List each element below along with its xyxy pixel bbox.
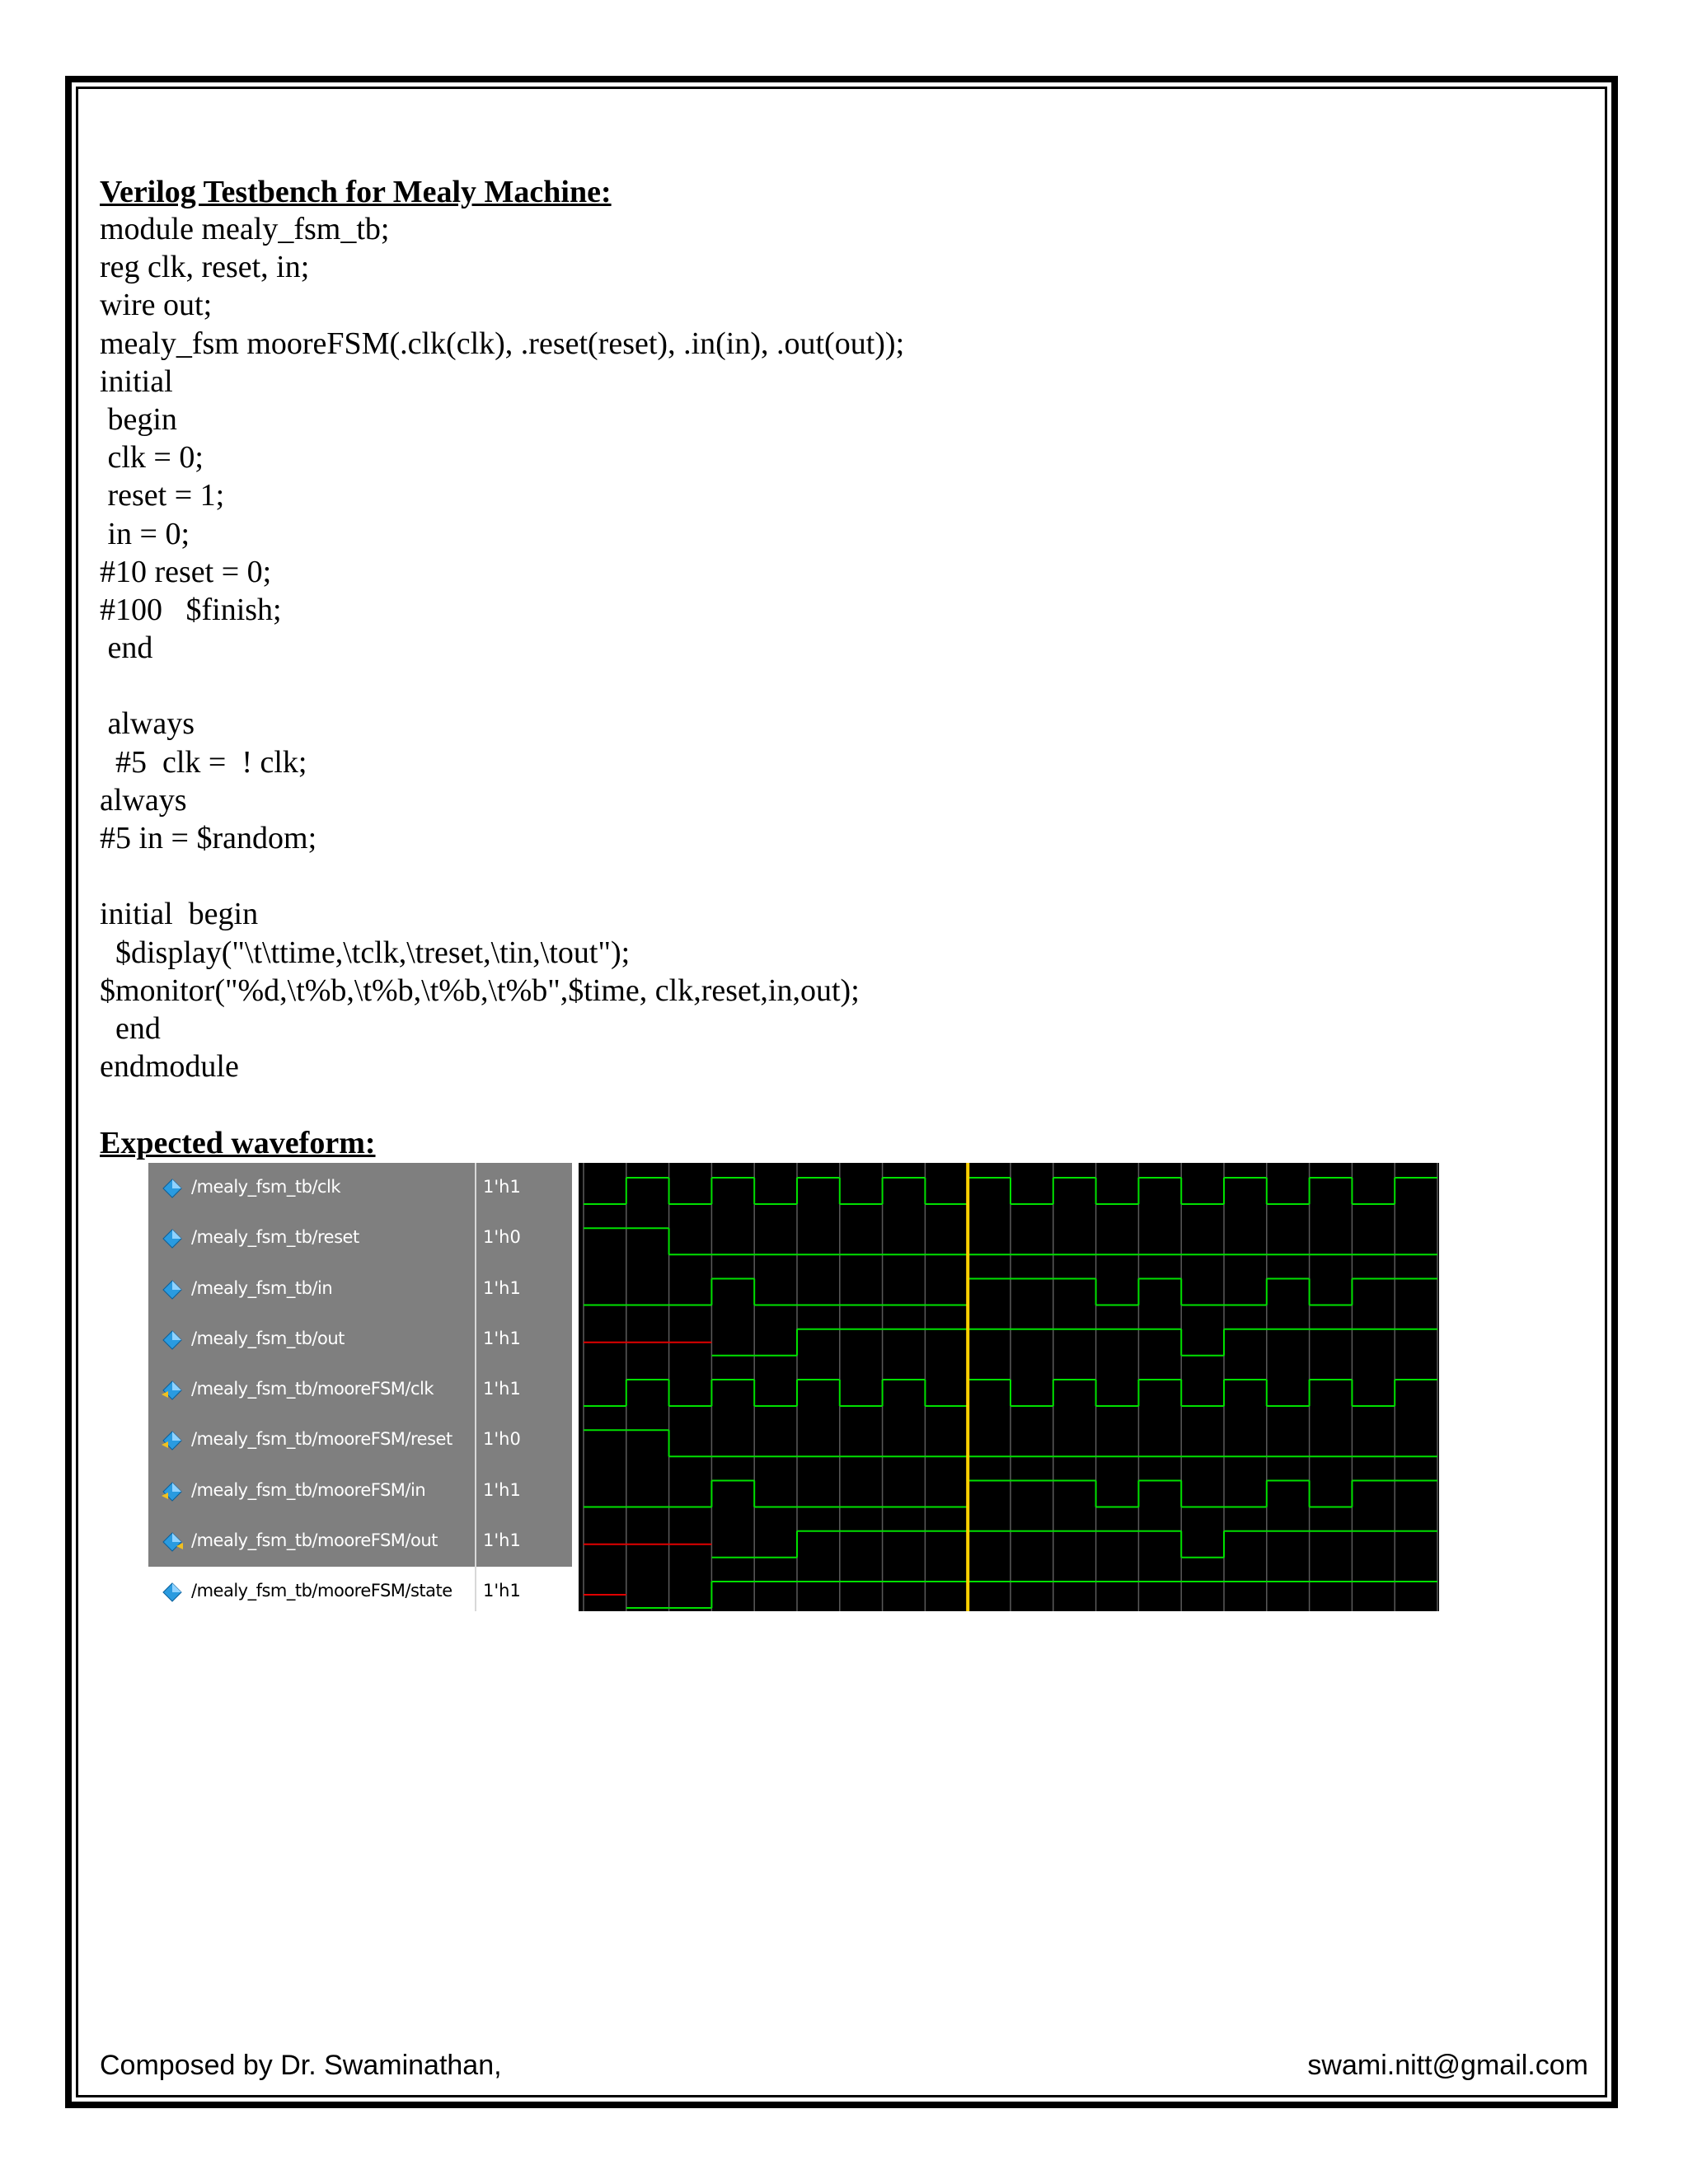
signal-value: 1'h0 bbox=[483, 1227, 521, 1248]
code-block bbox=[100, 210, 904, 1085]
code-line: $display("\t\ttime,\tclk,\treset,\tin,\tout"); bbox=[100, 935, 631, 970]
signal-name: /mealy_fsm_tb/mooreFSM/out bbox=[191, 1530, 438, 1550]
code-line: end bbox=[100, 1010, 161, 1046]
code-line: module mealy_fsm_tb; bbox=[100, 212, 390, 246]
code-line: #5 clk = ! clk; bbox=[100, 744, 307, 780]
code-line: in = 0; bbox=[100, 516, 190, 551]
signal-trace bbox=[584, 1178, 1437, 1204]
signal-value: 1'h0 bbox=[483, 1429, 521, 1450]
signal-row[interactable] bbox=[148, 1315, 572, 1365]
signal-input-icon bbox=[162, 1430, 183, 1451]
wave-divider bbox=[572, 1163, 579, 1611]
signal-input-icon bbox=[162, 1481, 183, 1502]
signal-diamond-icon bbox=[162, 1178, 183, 1199]
signal-value: 1'h1 bbox=[483, 1530, 521, 1550]
code-line: clk = 0; bbox=[100, 440, 204, 476]
code-line: begin bbox=[100, 401, 177, 437]
code-line: endmodule bbox=[100, 1049, 239, 1085]
code-line: #5 in = $random; bbox=[100, 821, 317, 855]
waveform-heading: Expected waveform: bbox=[100, 1126, 376, 1160]
signal-diamond-icon bbox=[162, 1582, 183, 1603]
footer-email: swami.nitt@gmail.com bbox=[1307, 2050, 1588, 2081]
signal-output-icon bbox=[162, 1531, 183, 1553]
signal-name: /mealy_fsm_tb/mooreFSM/state bbox=[191, 1581, 452, 1601]
signal-row[interactable] bbox=[148, 1567, 572, 1617]
signal-row[interactable] bbox=[148, 1365, 572, 1415]
signal-row[interactable] bbox=[148, 1163, 572, 1213]
footer-author: Composed by Dr. Swaminathan, bbox=[100, 2050, 502, 2081]
waveform-viewer bbox=[148, 1163, 1439, 1611]
code-line: wire out; bbox=[100, 288, 213, 323]
code-line: reset = 1; bbox=[100, 478, 225, 513]
signal-value: 1'h1 bbox=[483, 1581, 521, 1601]
code-line bbox=[100, 667, 904, 705]
signal-name: /mealy_fsm_tb/reset bbox=[191, 1227, 359, 1248]
signal-diamond-icon bbox=[162, 1228, 183, 1249]
code-line: reg clk, reset, in; bbox=[100, 250, 310, 285]
code-line: end bbox=[100, 630, 153, 666]
signal-input-icon bbox=[162, 1380, 183, 1401]
signal-diamond-icon bbox=[162, 1329, 183, 1351]
signal-name: /mealy_fsm_tb/in bbox=[191, 1277, 333, 1298]
signal-name: /mealy_fsm_tb/mooreFSM/in bbox=[191, 1479, 426, 1500]
code-line: #10 reset = 0; bbox=[100, 554, 272, 589]
signal-name: /mealy_fsm_tb/out bbox=[191, 1328, 345, 1348]
code-line bbox=[100, 857, 904, 895]
code-line: always bbox=[100, 782, 187, 818]
waveform-traces bbox=[579, 1163, 1439, 1611]
signal-row[interactable] bbox=[148, 1415, 572, 1465]
signal-value: 1'h1 bbox=[483, 1177, 521, 1197]
signal-row[interactable] bbox=[148, 1466, 572, 1516]
signal-trace bbox=[584, 1380, 1437, 1406]
signal-name: /mealy_fsm_tb/mooreFSM/clk bbox=[191, 1379, 434, 1399]
signal-value: 1'h1 bbox=[483, 1379, 521, 1399]
signal-value: 1'h1 bbox=[483, 1328, 521, 1348]
code-line: initial begin bbox=[100, 897, 259, 932]
code-line: always bbox=[100, 706, 195, 742]
code-line: mealy_fsm mooreFSM(.clk(clk), .reset(reset), .in(in), .out(out)); bbox=[100, 326, 905, 361]
signal-row[interactable] bbox=[148, 1213, 572, 1263]
code-line: #100 $finish; bbox=[100, 592, 282, 627]
code-line: initial bbox=[100, 363, 173, 399]
signal-row[interactable] bbox=[148, 1516, 572, 1567]
signal-diamond-icon bbox=[162, 1279, 183, 1301]
signal-row[interactable] bbox=[148, 1264, 572, 1315]
signal-name: /mealy_fsm_tb/mooreFSM/reset bbox=[191, 1429, 452, 1450]
code-line: $monitor("%d,\t%b,\t%b,\t%b,\t%b",$time, clk,reset,in,out); bbox=[100, 972, 860, 1008]
signal-value: 1'h1 bbox=[483, 1277, 521, 1298]
signal-value: 1'h1 bbox=[483, 1479, 521, 1500]
testbench-heading: Verilog Testbench for Mealy Machine: bbox=[100, 175, 612, 209]
signal-name: /mealy_fsm_tb/clk bbox=[191, 1177, 341, 1197]
